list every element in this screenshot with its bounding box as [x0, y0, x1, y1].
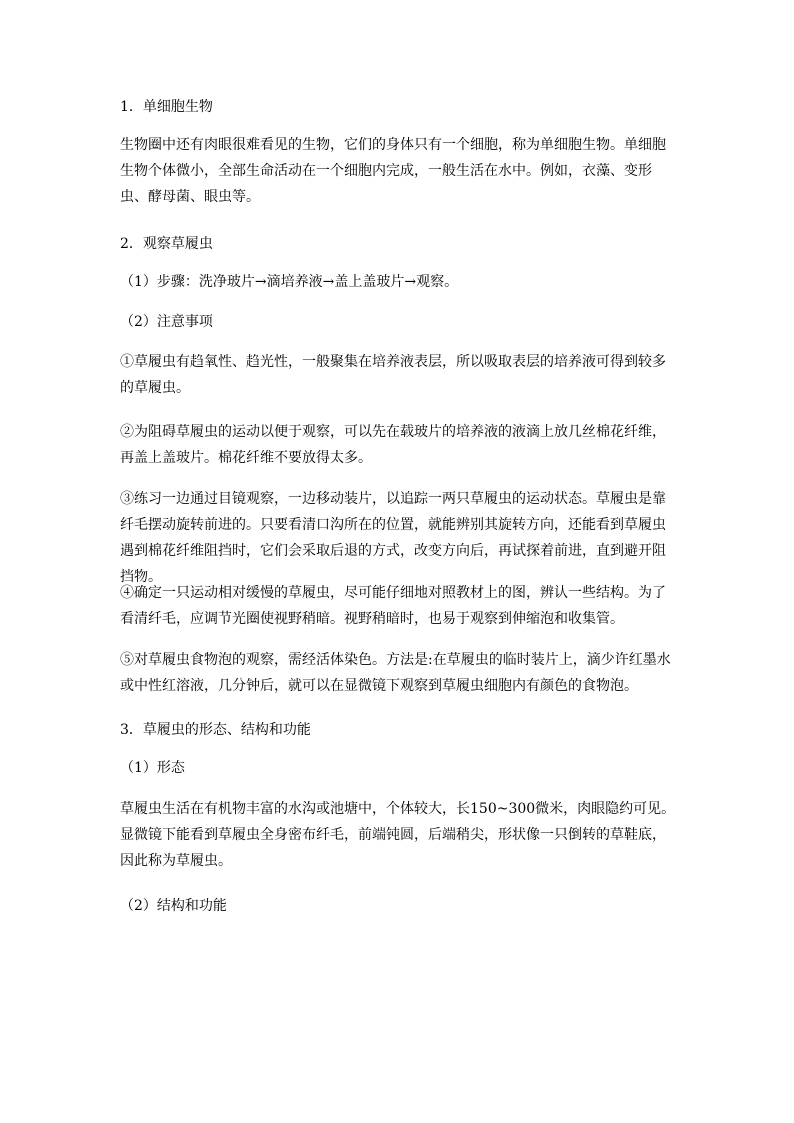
section-2-steps: （1）步骤：洗净玻片→滴培养液→盖上盖玻片→观察。 [120, 274, 459, 290]
section-3-form-heading: （1）形态 [120, 760, 185, 776]
section-1-paragraph: 生物圈中还有肉眼很难看见的生物，它们的身体只有一个细胞，称为单细胞生物。单细胞生物个体微小，全部生命活动在一个细胞内完成，一般生活在水中。例如，衣藻、变形虫、酵母菌、眼虫等。 [120, 137, 666, 205]
section-2-note-5: ⑤对草履虫食物泡的观察，需经活体染色。方法是:在草履虫的临时装片上，滴少许红墨水或中性红溶液，几分钟后，就可以在显微镜下观察到草履虫细胞内有颜色的食物泡。 [120, 652, 671, 694]
section-3-form-paragraph: 草履虫生活在有机物丰富的水沟或池塘中，个体较大，长150~300微米，肉眼隐约可见。显微镜下能看到草履虫全身密布纤毛，前端钝圆，后端稍尖，形状像一只倒转的草鞋底，因此称为草履虫。 [120, 801, 676, 869]
section-3-heading: 3．草履虫的形态、结构和功能 [120, 722, 311, 738]
section-1-heading: 1．单细胞生物 [120, 99, 213, 115]
section-2-heading: 2．观察草履虫 [120, 236, 213, 252]
section-2-note-4: ④确定一只运动相对缓慢的草履虫，尽可能仔细地对照教材上的图，辨认一些结构。为了看清纤毛，应调节光圈使视野稍暗。视野稍暗时，也易于观察到伸缩泡和收集管。 [120, 585, 666, 627]
section-2-note-1: ①草履虫有趋氧性、趋光性，一般聚集在培养液表层，所以吸取表层的培养液可得到较多的草履虫。 [120, 354, 666, 396]
section-2-notes-heading: （2）注意事项 [120, 314, 213, 330]
section-3-structure-heading: （2）结构和功能 [120, 898, 227, 914]
section-2-note-2: ②为阻碍草履虫的运动以便于观察，可以先在载玻片的培养液的液滴上放几丝棉花纤维，再盖上盖玻片。棉花纤维不要放得太多。 [120, 424, 666, 466]
section-2-note-3: ③练习一边通过目镜观察，一边移动装片，以追踪一两只草履虫的运动状态。草履虫是靠纤毛摆动旋转前进的。只要看清口沟所在的位置，就能辨别其旋转方向，还能看到草履虫遇到棉花纤维阻挡时，它们会采取后退的方式，改变方向后，再试探着前进，直到避开阻挡物。 [120, 491, 666, 585]
